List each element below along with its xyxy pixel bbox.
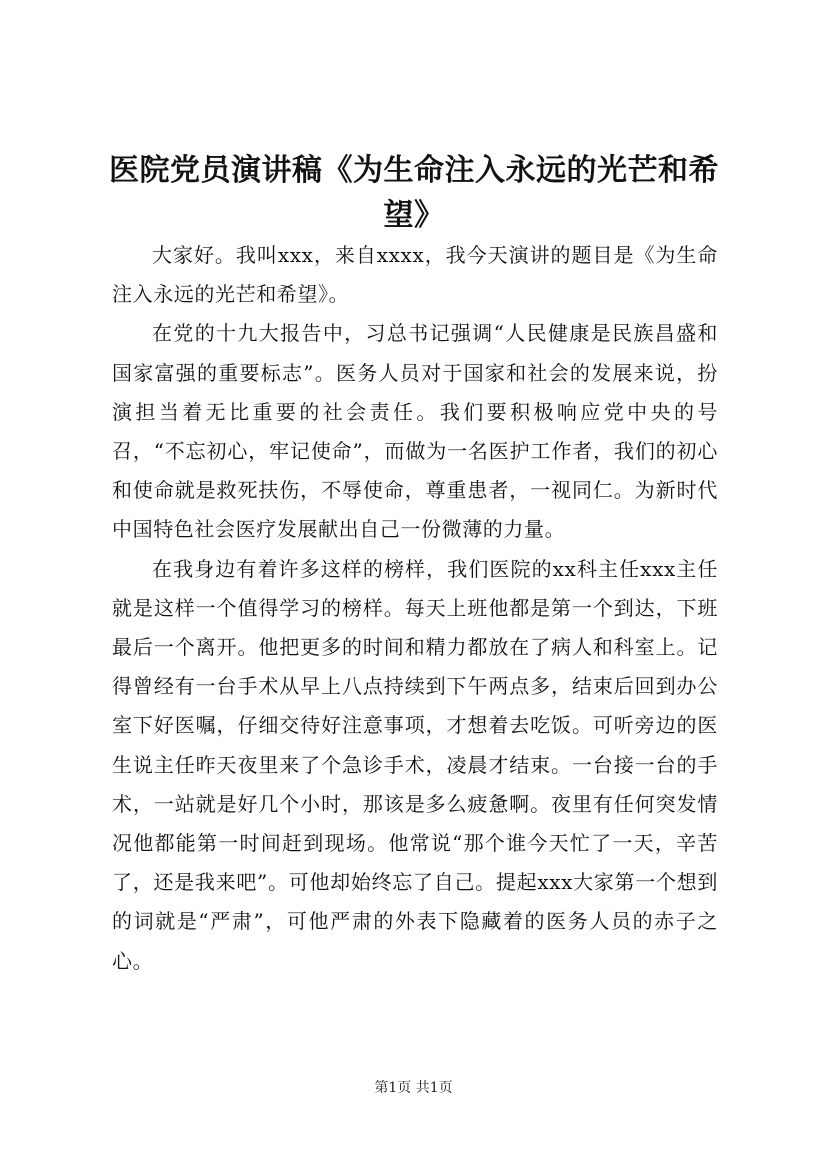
document-title: 医院党员演讲稿《为生命注入永远的光芒和希望》 (109, 153, 719, 233)
paragraph-role-model: 在我身边有着许多这样的榜样，我们医院的xx科主任xxx主任就是这样一个值得学习的榜样。每天上班他都是第一个到达，下班最后一个离开。他把更多的时间和精力都放在了病人和科室上。记得曾经有一台手术从早上八点持续到下午两点多，结束后回到办公室下好医嘱，仔细交待好注意事项，才想着去吃饭。可听旁边的医生说主任昨天夜里来了个急诊手术，凌晨才结束。一台接一台的手术，一站就是好几个小时，那该是多么疲惫啊。夜里有任何突发情况他都能第一时间赶到现场。他常说“那个谁今天忙了一天，辛苦了，还是我来吧”。可他却始终忘了自己。提起xxx大家第一个想到的词就是“严肃”，可他严肃的外表下隐藏着的医务人员的赤子之心。 (112, 556, 718, 973)
document-body (112, 236, 718, 981)
paragraph-intro: 大家好。我叫xxx，来自xxxx，我今天演讲的题目是《为生命注入永远的光芒和希望》。 (112, 243, 718, 307)
page-number-footer: 第1页 共1页 (374, 1080, 453, 1096)
paragraph-party-report: 在党的十九大报告中，习总书记强调“人民健康是民族昌盛和国家富强的重要标志”。医务人员对于国家和社会的发展来说，扮演担当着无比重要的社会责任。我们要积极响应党中央的号召，“不忘初心，牢记使命”，而做为一名医护工作者，我们的初心和使命就是救死扶伤，不辱使命，尊重患者，一视同仁。为新时代中国特色社会医疗发展献出自己一份微薄的力量。 (112, 321, 718, 542)
